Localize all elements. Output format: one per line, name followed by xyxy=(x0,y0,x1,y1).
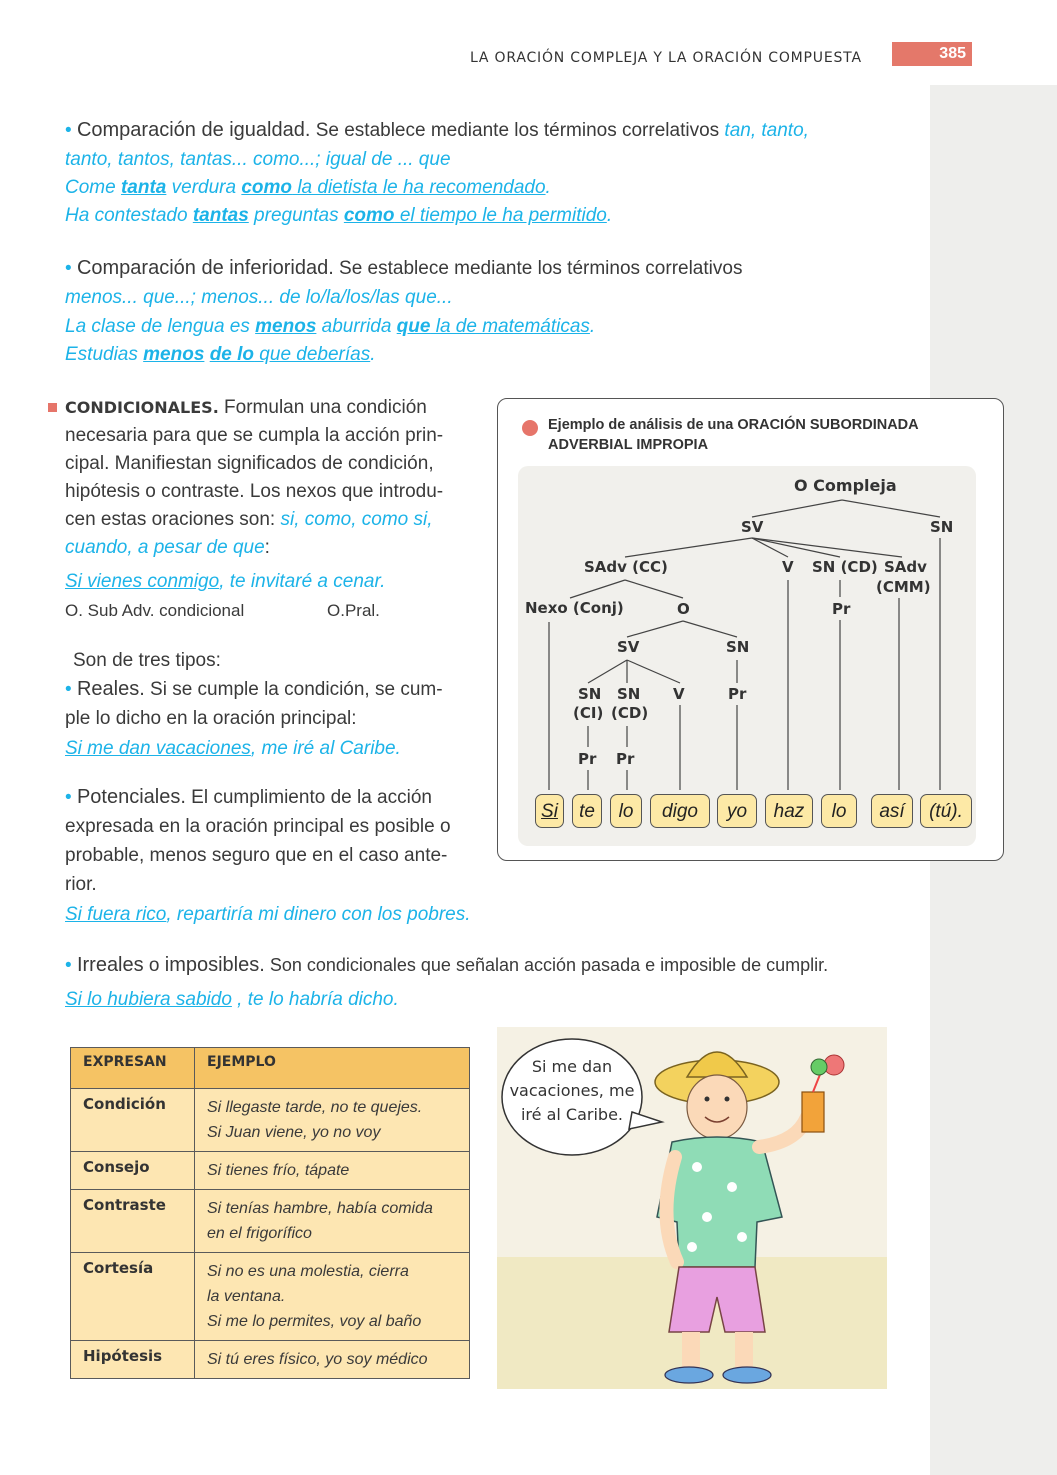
node-sn-top: SN xyxy=(930,518,954,536)
inferioridad-example-2: Estudias menos de lo que deberías. xyxy=(65,344,376,365)
word-box-digo: digo xyxy=(650,794,710,828)
word-box-te: te xyxy=(572,794,602,828)
node-ci-label: (CI) xyxy=(573,704,604,722)
word-box-tu: (tú). xyxy=(920,794,972,828)
word-box-si: Si xyxy=(535,794,564,828)
reales-example: Si me dan vacaciones, me iré al Caribe. xyxy=(65,738,401,759)
node-sv-sub: SV xyxy=(617,638,640,656)
node-sn-ci: SN xyxy=(578,685,602,703)
irreales-example: Si lo hubiera sabido , te lo habría dicho. xyxy=(65,989,399,1010)
potenciales-term: Potenciales. xyxy=(76,786,186,808)
node-o-sub: O xyxy=(677,600,690,618)
node-sv-top: SV xyxy=(741,518,764,536)
speech-bubble-text: Si me dan vacaciones, me iré al Caribe. xyxy=(509,1057,635,1124)
reales-paragraph: • Reales. Si se cumple la condición, se cum- ple lo dicho en la oración principal: xyxy=(65,678,443,729)
node-v-main: V xyxy=(782,558,794,576)
node-cd-label: (CD) xyxy=(611,704,649,722)
word-box-yo: yo xyxy=(717,794,757,828)
table-row: Hipótesis Si tú eres físico, yo soy médico xyxy=(71,1341,470,1379)
node-sn-cd-main: SN (CD) xyxy=(812,558,878,576)
table-row: Condición Si llegaste tarde, no te quejes. Si Juan viene, yo no voy xyxy=(71,1089,470,1152)
igualdad-term: Comparación de igualdad. xyxy=(76,119,311,141)
igualdad-paragraph: • Comparación de igualdad. Se establece mediante los términos correlativos tan, tanto, tanto, tantos, tantas... como...; igual de ... que xyxy=(65,119,809,170)
diagram-title: Ejemplo de análisis de una ORACIÓN SUBORDINADA ADVERBIAL IMPROPIA xyxy=(548,417,919,453)
types-intro: Son de tres tipos: xyxy=(73,650,221,671)
page-number: 385 xyxy=(892,42,972,66)
node-pr-sn-sub: Pr xyxy=(728,685,747,703)
node-nexo: Nexo (Conj) xyxy=(525,599,624,617)
condicionales-example: Si vienes conmigo, te invitaré a cenar. xyxy=(65,571,386,592)
inferioridad-paragraph: • Comparación de inferioridad. Se establece mediante los términos correlativos menos... que...; menos... de lo/la/los/las que... xyxy=(65,257,743,308)
potenciales-paragraph: • Potenciales. El cumplimiento de la acción expresada en la oración principal es posible o probable, menos seguro que en el caso ante- rior. xyxy=(65,786,451,895)
node-pr-ci: Pr xyxy=(578,750,597,768)
node-v-sub: V xyxy=(673,685,685,703)
table-row: Consejo Si tienes frío, tápate xyxy=(71,1152,470,1190)
potenciales-example: Si fuera rico, repartiría mi dinero con los pobres. xyxy=(65,904,471,925)
igualdad-example-1: Come tanta verdura como la dietista le ha recomendado. xyxy=(65,177,551,198)
table-row: Cortesía Si no es una molestia, cierra la ventana. Si me lo permites, voy al baño xyxy=(71,1253,470,1341)
table-header-expresan: EXPRESAN xyxy=(71,1048,195,1089)
condicionales-heading: CONDICIONALES. xyxy=(65,398,219,417)
cartoon-illustration xyxy=(497,1027,887,1389)
node-pr-main: Pr xyxy=(832,600,851,618)
node-sadv-cc: SAdv (CC) xyxy=(584,558,668,576)
table-header-ejemplo: EJEMPLO xyxy=(195,1048,470,1089)
word-box-haz: haz xyxy=(765,794,813,828)
header-title: LA ORACIÓN COMPLEJA Y LA ORACIÓN COMPUESTA xyxy=(470,50,862,66)
condicionales-paragraph: CONDICIONALES. Formulan una condición necesaria para que se cumpla la acción prin- cipal. Manifiestan significados de condición, hipótesis o contraste. Los nexos que introdu- cen estas oraciones son: si, como, como si, cuando, a pesar de que: xyxy=(48,394,473,562)
igualdad-example-2: Ha contestado tantas preguntas como el tiempo le ha permitido. xyxy=(65,205,613,226)
node-pr-cd: Pr xyxy=(616,750,635,768)
condicionales-label-sub: O. Sub Adv. condicional xyxy=(65,601,245,620)
word-box-lo: lo xyxy=(610,794,642,828)
table-header-row xyxy=(71,1048,470,1089)
condicionales-label-main: O.Pral. xyxy=(327,601,380,620)
node-sn-cd: SN xyxy=(617,685,641,703)
reales-term: Reales. xyxy=(76,678,145,700)
inferioridad-example-1: La clase de lengua es menos aburrida que la de matemáticas. xyxy=(65,316,596,337)
word-box-lo-2: lo xyxy=(821,794,857,828)
table-row: Contraste Si tenías hambre, había comida en el frigorífico xyxy=(71,1190,470,1253)
inferioridad-term: Comparación de inferioridad. xyxy=(76,257,334,279)
node-sn-sub: SN xyxy=(726,638,750,656)
node-sadv-cmm: SAdv xyxy=(884,558,927,576)
node-sadv-cmm-label: (CMM) xyxy=(876,578,931,596)
condicionales-table xyxy=(70,1047,470,1379)
irreales-paragraph: • Irreales o imposibles. Son condicionales que señalan acción pasada e imposible de cumplir. xyxy=(65,954,829,976)
node-o-compleja: O Compleja xyxy=(794,476,897,495)
word-box-asi: así xyxy=(871,794,913,828)
